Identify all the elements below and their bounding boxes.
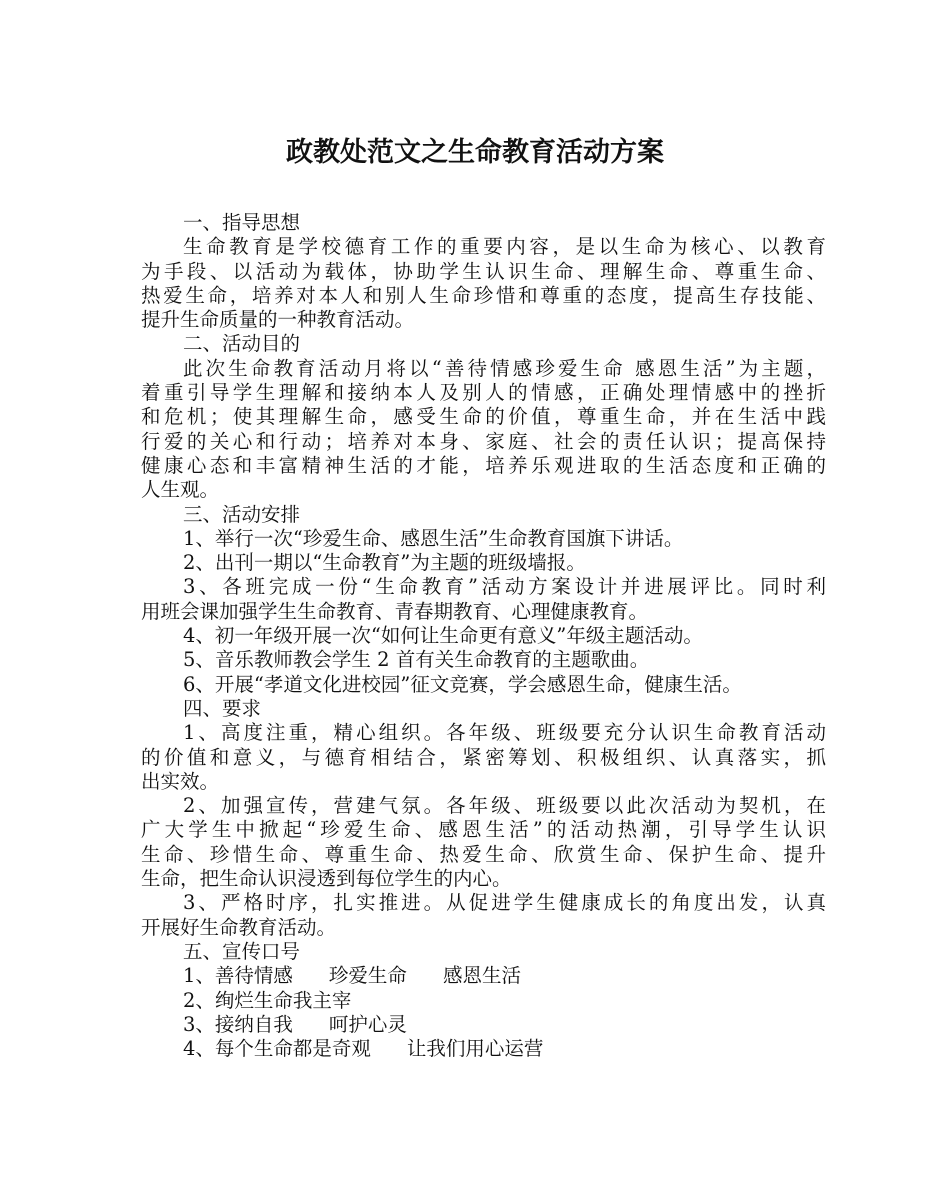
slogan-part: 让我们用心运营 — [406, 1037, 544, 1061]
paragraph-line: 健康心态和丰富精神生活的才能，培养乐观进取的生活态度和正确的 — [141, 453, 826, 477]
paragraph-line: 用班会课加强学生生命教育、青春期教育、心理健康教育。 — [141, 599, 649, 623]
slogan-part: 感恩生活 — [442, 964, 521, 988]
paragraph-line: 的价值和意义，与德育相结合，紧密筹划、积极组织、认真落实，抓 — [141, 745, 826, 769]
list-item: 3、各班完成一份“生命教育”活动方案设计并进展评比。同时利 — [183, 575, 826, 599]
paragraph-line: 着重引导学生理解和接纳本人及别人的情感，正确处理情感中的挫折 — [141, 381, 826, 405]
slogan-item — [141, 989, 826, 1013]
slogan-part: 4、每个生命都是奇观 — [183, 1037, 371, 1061]
paragraph-line: 出实效。 — [141, 769, 220, 793]
section-heading-slogans: 五、宣传口号 — [183, 939, 301, 963]
list-item: 4、初一年级开展一次“如何让生命更有意义”年级主题活动。 — [183, 624, 703, 648]
paragraph-line: 此次生命教育活动月将以“善待情感珍爱生命 感恩生活”为主题， — [183, 356, 826, 380]
list-item: 1、举行一次“珍爱生命、感恩生活”生命教育国旗下讲话。 — [183, 526, 684, 550]
slogan-part: 3、接纳自我 — [183, 1012, 293, 1036]
paragraph-line: 行爱的关心和行动；培养对本身、家庭、社会的责任认识；提高保持 — [141, 429, 826, 453]
section-heading-guiding-thought: 一、指导思想 — [183, 211, 301, 234]
slogan-item — [141, 1013, 826, 1037]
slogan-part: 珍爱生命 — [328, 964, 407, 988]
paragraph-line: 开展好生命教育活动。 — [141, 915, 337, 939]
list-item: 2、加强宣传，营建气氛。各年级、班级要以此次活动为契机，在 — [183, 794, 826, 818]
list-item: 1、高度注重，精心组织。各年级、班级要充分认识生命教育活动 — [183, 721, 826, 745]
slogan-part: 呵护心灵 — [328, 1012, 407, 1036]
section-heading-requirements: 四、要求 — [183, 696, 262, 720]
list-item: 3、严格时序，扎实推进。从促进学生健康成长的角度出发，认真 — [183, 891, 826, 915]
paragraph-line: 生命教育是学校德育工作的重要内容，是以生命为核心、以教育 — [183, 235, 826, 259]
paragraph-line: 生命、珍惜生命、尊重生命、热爱生命、欣赏生命、保护生命、提升 — [141, 842, 826, 866]
slogan-item — [141, 964, 826, 988]
section-heading-purpose: 二、活动目的 — [183, 332, 301, 356]
slogan-part: 2、绚烂生命我主宰 — [183, 988, 352, 1012]
slogan-item — [141, 1037, 826, 1061]
document-title: 政教处范文之生命教育活动方案 — [286, 137, 664, 168]
paragraph-line: 人生观。 — [141, 478, 220, 502]
section-heading-arrangement: 三、活动安排 — [183, 502, 301, 526]
paragraph-line: 提升生命质量的一种教育活动。 — [141, 308, 415, 332]
list-item: 2、出刊一期以“生命教育”为主题的班级墙报。 — [183, 551, 586, 575]
paragraph-line: 广大学生中掀起“珍爱生命、感恩生活”的活动热潮，引导学生认识 — [141, 818, 826, 842]
slogan-part: 1、善待情感 — [183, 964, 293, 988]
paragraph-line: 和危机；使其理解生命，感受生命的价值，尊重生命，并在生活中践 — [141, 405, 826, 429]
list-item: 5、音乐教师教会学生 2 首有关生命教育的主题歌曲。 — [183, 648, 650, 672]
list-item: 6、开展“孝道文化进校园”征文竞赛，学会感恩生命，健康生活。 — [183, 672, 742, 696]
paragraph-line: 生命，把生命认识浸透到每位学生的内心。 — [141, 867, 512, 891]
paragraph-line: 热爱生命，培养对本人和别人生命珍惜和尊重的态度，提高生存技能、 — [141, 283, 826, 307]
document-body — [141, 211, 826, 1061]
paragraph-line: 为手段、以活动为载体，协助学生认识生命、理解生命、尊重生命、 — [141, 259, 826, 283]
